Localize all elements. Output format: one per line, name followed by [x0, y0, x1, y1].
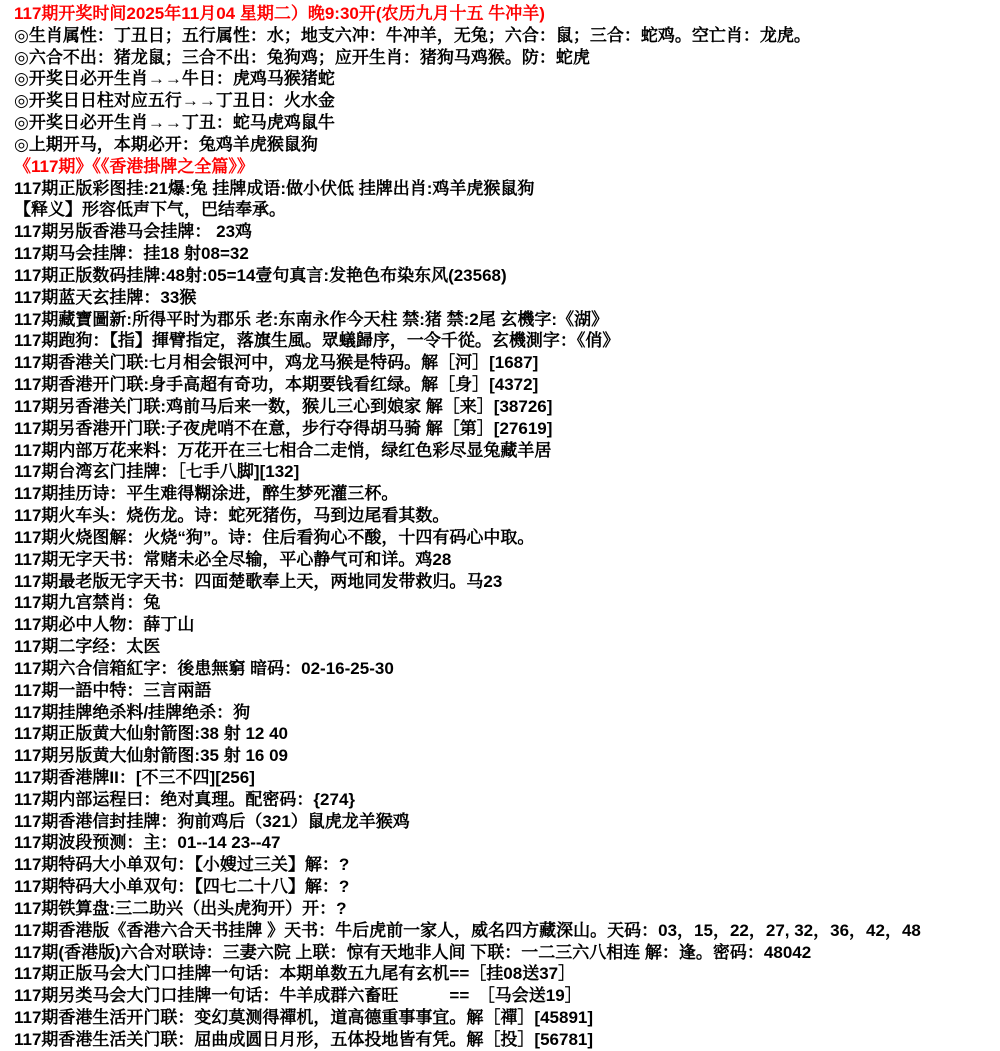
text-line: 117期正版彩图挂:21爆:兔 挂牌成语:做小伏低 挂牌出肖:鸡羊虎猴鼠狗	[14, 178, 535, 198]
highlight-text-line: 《117期》《《香港掛牌之全篇》》	[14, 156, 254, 176]
text-line: 117期香港牌II：[不三不四][256]	[14, 767, 255, 787]
text-line: 117期香港生活关门联：屈曲成圆日月形，五体投地皆有凭。解［投］[56781]	[14, 1029, 594, 1049]
text-line: 117期正版数码挂牌:48射:05=14壹句真言:发艳色布染东风(23568)	[14, 265, 507, 285]
text-line: 117期铁算盘:三二助兴（出头虎狗开）开：?	[14, 898, 347, 918]
text-line: 117期特码大小单双句：【小嫂过三关】解：?	[14, 855, 350, 875]
text-line: 117期九宫禁肖：兔	[14, 593, 161, 613]
text-line: 117期跑狗：【指】揮臂指定，落旗生風。眾蟻歸序，一令千從。玄機測字：《俏》	[14, 331, 620, 351]
text-line: ◎开奖日必开生肖→→牛日：虎鸡马猴猪蛇	[14, 69, 335, 89]
text-line: 117期无字天书：常赌未必全尽输，平心静气可和详。鸡28	[14, 549, 452, 569]
text-line: ◎六合不出：猪龙鼠；三合不出：兔狗鸡；应开生肖：猪狗马鸡猴。防：蛇虎	[14, 47, 590, 67]
text-line: 117期(香港版)六合对联诗：三妻六院 上联：惊有天地非人间 下联：一二三六八相连 解：逢。密码：48042	[14, 942, 812, 962]
text-line: 117期内部运程曰：绝对真理。配密码：{274}	[14, 789, 356, 809]
text-line: ◎生肖属性：丁丑日；五行属性：水；地支六冲：牛冲羊，无兔；六合：鼠；三合：蛇鸡。空亡肖：龙虎。	[14, 25, 811, 45]
text-line: 117期挂牌绝杀料/挂牌绝杀：狗	[14, 702, 251, 722]
text-line: 117期香港生活开门联：变幻莫测得禪机，道高德重事事宜。解［禪］[45891]	[14, 1008, 594, 1028]
text-line: 117期另版香港马会挂牌： 23鸡	[14, 222, 253, 242]
text-line: 117期内部万花来料：万花开在三七相合二走悄，绿红色彩尽显兔藏羊居	[14, 440, 552, 460]
text-line: 117期挂历诗：平生难得糊涂进，醉生梦死灌三杯。	[14, 484, 399, 504]
text-line: 【释义】形容低声下气，巴结奉承。	[14, 200, 286, 220]
text-line: 117期藏寶圖新:所得平时为郡乐 老:东南永作今天柱 禁:猪 禁:2尾 玄機字:《湖》	[14, 309, 609, 329]
text-line: 117期另类马会大门口挂牌一句话：牛羊成群六畜旺 == ［马会送19］	[14, 986, 582, 1006]
text-line: 117期火车头：烧伤龙。诗：蛇死猪伤，马到边尾看其数。	[14, 506, 450, 526]
text-line: ◎上期开马，本期必开：兔鸡羊虎猴鼠狗	[14, 134, 318, 154]
text-line: 117期必中人物：薛丁山	[14, 615, 195, 635]
text-line: 117期二字经：太医	[14, 637, 161, 657]
text-line: ◎开奖日日柱对应五行→→丁丑日：火水金	[14, 91, 335, 111]
text-line: 117期香港关门联:七月相会银河中，鸡龙马猴是特码。解［河］[1687]	[14, 353, 539, 373]
text-line: 117期香港开门联:身手高超有奇功，本期要钱看红绿。解［身］[4372]	[14, 375, 539, 395]
text-line: 117期火烧图解：火烧“狗”。诗：住后看狗心不酸，十四有码心中取。	[14, 527, 535, 547]
highlight-text-line: 117期开奖时间2025年11月04 星期二）晚9:30开(农历九月十五 牛冲羊)	[14, 4, 545, 23]
text-line: 117期香港信封挂牌：狗前鸡后（321）鼠虎龙羊猴鸡	[14, 811, 410, 831]
text-line: 117期另香港关门联:鸡前马后来一数，猴儿三心到娘家 解［来］[38726]	[14, 396, 553, 416]
text-line: ◎开奖日必开生肖→→丁丑：蛇马虎鸡鼠牛	[14, 113, 335, 133]
text-line: 117期蓝天玄挂牌：33猴	[14, 287, 197, 307]
text-line: 117期马会挂牌：挂18 射08=32	[14, 244, 249, 264]
text-line: 117期香港版《香港六合天书挂牌 》天书：牛后虎前一家人，威名四方藏深山。天码：03，15，22，27, 32，36，42，48	[14, 920, 921, 940]
text-line: 117期特码大小单双句：【四七二十八】解：?	[14, 877, 350, 897]
text-line: 117期另版黄大仙射箭图:35 射 16 09	[14, 746, 288, 766]
text-line: 117期正版黄大仙射箭图:38 射 12 40	[14, 724, 288, 744]
text-line: 117期一語中特：三言兩語	[14, 680, 212, 700]
text-line: 117期正版马会大门口挂牌一句话：本期单数五九尾有玄机==［挂08送37］	[14, 964, 576, 984]
text-line: 117期六合信箱紅字：後患無窮 暗码：02-16-25-30	[14, 658, 394, 678]
text-line: 117期波段预测：主：01--14 23--47	[14, 833, 281, 853]
lottery-info-list	[14, 3, 1000, 1051]
text-line: 117期台湾玄门挂牌：［七手八脚][132]	[14, 462, 300, 482]
text-line: 117期最老版无字天书：四面楚歌奉上天，两地同发带救归。马23	[14, 571, 503, 591]
text-line: 117期另香港开门联:子夜虎哨不在意，步行夺得胡马骑 解［第］[27619]	[14, 418, 553, 438]
